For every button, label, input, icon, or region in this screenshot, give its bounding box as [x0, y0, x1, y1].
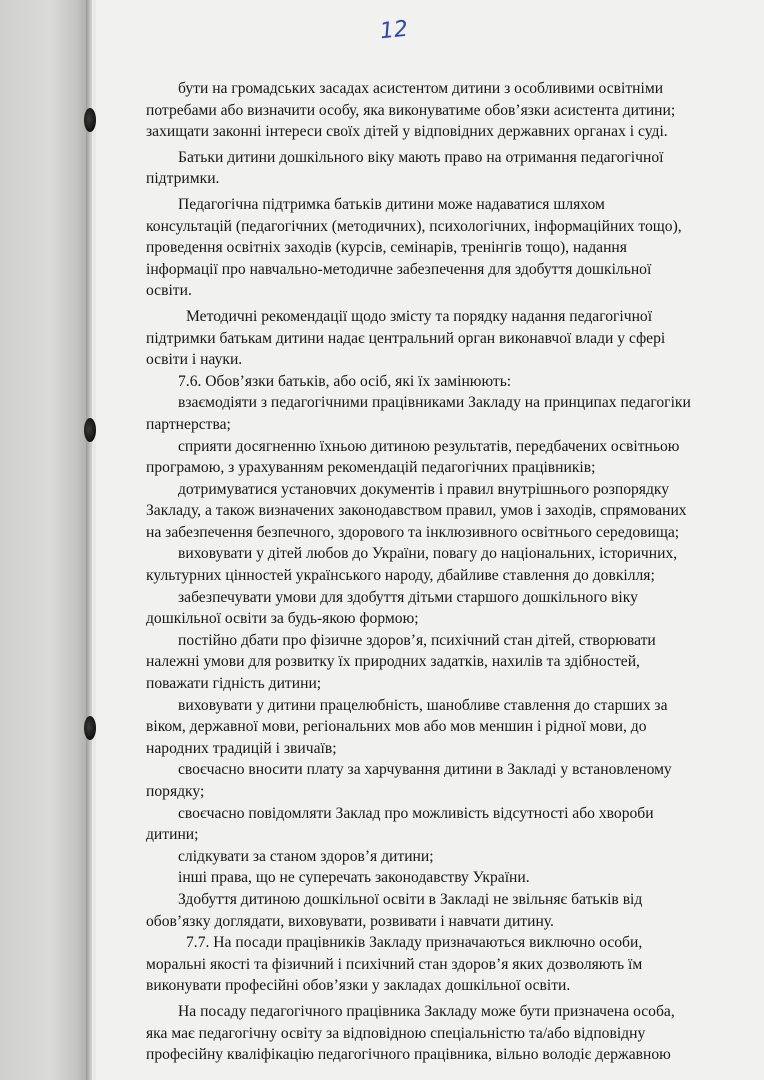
- text-line: народних традицій і звичаїв;: [146, 739, 337, 757]
- text-line: освіти і науки.: [146, 351, 243, 369]
- punch-hole: [84, 108, 96, 132]
- text-line: виконувати професійні обов’язки у закладах дошкільної освіти.: [146, 977, 571, 995]
- text-line: сприяти досягненню їхньою дитиною результатів, передбачених освітньою: [178, 437, 680, 455]
- text-line: Педагогічна підтримка батьків дитини може надаватися шляхом: [178, 195, 605, 213]
- text-line: інформації про навчально-методичне забезпечення для здобуття дошкільної: [146, 260, 652, 278]
- text-line: культурних цінностей українського народу, дбайливе ставлення до довкілля;: [146, 567, 655, 585]
- text-line: своєчасно вносити плату за харчування дитини в Закладі у встановленому: [178, 761, 672, 779]
- punch-hole: [84, 716, 96, 740]
- text-line: поважати гідність дитини;: [146, 675, 322, 693]
- text-line: На посаду педагогічного працівника Закладу може бути призначена особа,: [178, 1002, 675, 1020]
- text-line: постійно дбати про фізичне здоров’я, психічний стан дітей, створювати: [178, 631, 656, 649]
- text-line: дошкільної освіти за будь-якою формою;: [146, 610, 419, 628]
- text-line: підтримки.: [146, 170, 220, 188]
- text-line: Методичні рекомендації щодо змісту та порядку надання педагогічної: [186, 307, 653, 325]
- text-line: взаємодіяти з педагогічними працівниками Закладу на принципах педагогіки: [178, 394, 691, 412]
- punch-hole: [84, 418, 96, 442]
- text-line: віком, державної мови, регіональних мов або мов меншин і рідної мови, до: [146, 718, 647, 736]
- text-line: професійну кваліфікацію педагогічного працівника, вільно володіє державною: [146, 1046, 671, 1064]
- text-line: інші права, що не суперечать законодавству України.: [178, 869, 530, 887]
- text-line: виховувати у дітей любов до України, повагу до національних, історичних,: [178, 545, 678, 563]
- text-line: партнерства;: [146, 415, 231, 433]
- text-line: своєчасно повідомляти Заклад про можливість відсутності або хвороби: [178, 804, 654, 822]
- text-line: освіти.: [146, 282, 192, 300]
- text-line: належні умови для розвитку їх природних задатків, нахилів та здібностей,: [146, 653, 640, 671]
- text-line: порядку;: [146, 783, 205, 800]
- binding-edge: [86, 0, 92, 1080]
- text-line: обов’язку доглядати, виховувати, розвивати і навчати дитину.: [146, 912, 554, 930]
- text-line: підтримки батькам дитини надає центральний орган виконавчої влади у сфері: [146, 329, 666, 347]
- text-line: Здобуття дитиною дошкільної освіти в Закладі не звільняє батьків від: [178, 890, 643, 908]
- text-line: моральні якості та фізичний і психічний стан здоров’я яких дозволяють їм: [146, 955, 643, 973]
- text-line: захищати законні інтереси своїх дітей у відповідних державних органах і суді.: [146, 123, 668, 141]
- text-line: виховувати у дитини працелюбність, шанобливе ставлення до старших за: [178, 696, 668, 714]
- text-line: Закладу, а також визначених законодавством правил, умов і заходів, спрямованих: [146, 502, 687, 520]
- binding-strip: [0, 0, 90, 1080]
- text-line: бути на громадських засадах асистентом дитини з особливими освітніми: [178, 80, 664, 97]
- page-number: 12: [378, 16, 410, 45]
- text-line: програмою, з урахуванням рекомендацій педагогічних працівників;: [146, 459, 596, 477]
- text-line: потребами або визначити особу, яка виконуватиме обов’язки асистента дитини;: [146, 101, 676, 119]
- text-line: дотримуватися установчих документів і правил внутрішнього розпорядку: [178, 480, 670, 498]
- section-heading: 7.6. Обов’язки батьків, або осіб, які їх замінюють:: [178, 372, 512, 390]
- text-line: забезпечувати умови для здобуття дітьми старшого дошкільного віку: [178, 588, 638, 606]
- text-line: на забезпечення безпечного, здорового та інклюзивного освітнього середовища;: [146, 523, 680, 541]
- text-line: слідкувати за станом здоров’я дитини;: [178, 847, 434, 865]
- document-body: [146, 78, 762, 1066]
- text-line: проведення освітніх заходів (курсів, семінарів, тренінгів тощо), надання: [146, 239, 627, 257]
- text-line: Батьки дитини дошкільного віку мають право на отримання педагогічної: [178, 148, 664, 166]
- section-heading: 7.7. На посади працівників Закладу призначаються виключно особи,: [186, 934, 643, 952]
- text-line: консультацій (педагогічних (методичних), психологічних, інформаційних тощо),: [146, 217, 682, 235]
- text-line: яка має педагогічну освіту за відповідною спеціальністю та/або відповідну: [146, 1024, 646, 1042]
- text-line: дитини;: [146, 826, 199, 844]
